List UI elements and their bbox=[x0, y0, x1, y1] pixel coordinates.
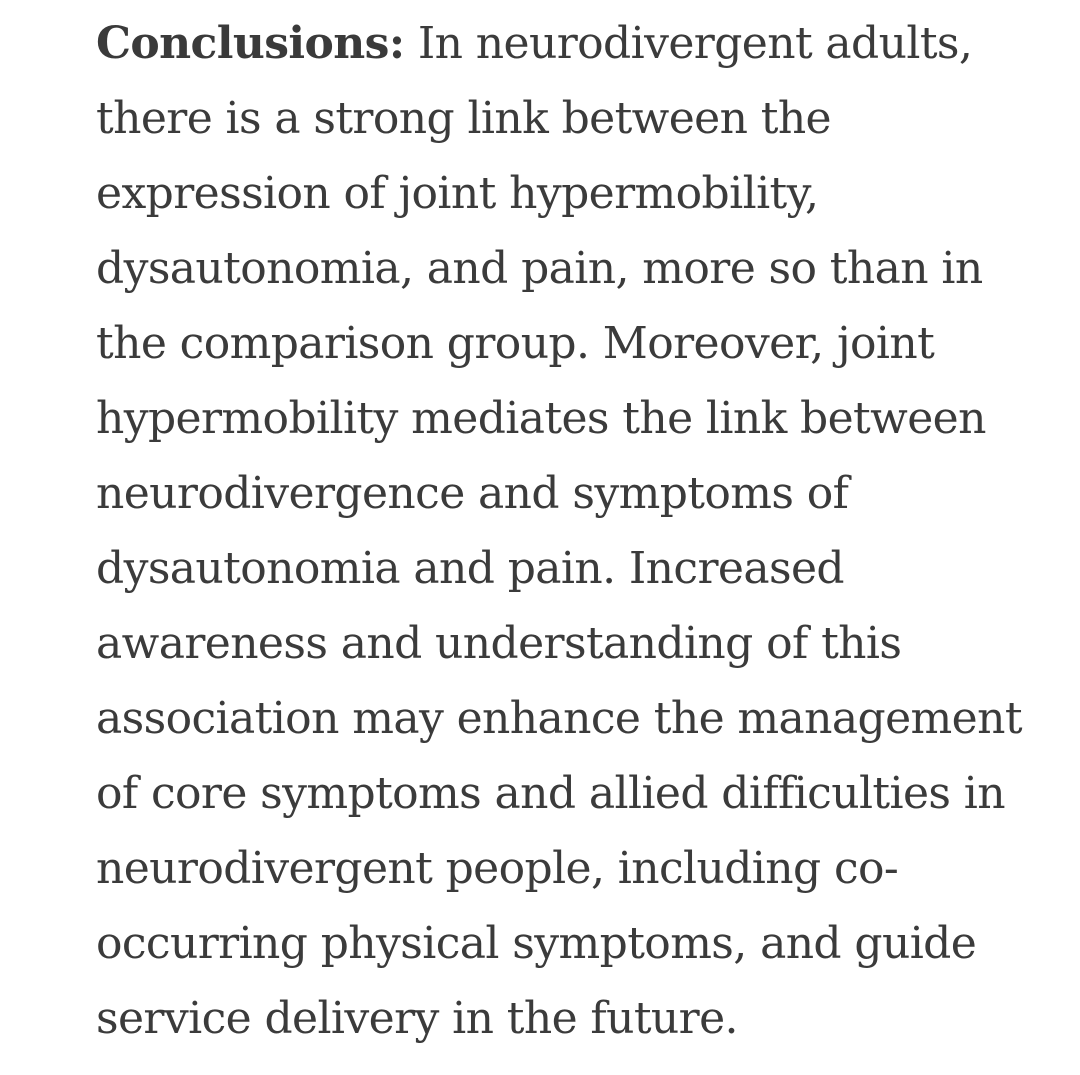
text-line-11: of core symptoms and allied difficulties in bbox=[96, 768, 1006, 819]
text-line-8: dysautonomia and pain. Increased bbox=[96, 543, 844, 594]
text-line-13: occurring physical symptoms, and guide bbox=[96, 918, 977, 969]
text-line-1 bbox=[96, 14, 972, 74]
text-line-3: expression of joint hypermobility, bbox=[96, 168, 819, 219]
text-line-2: there is a strong link between the bbox=[96, 93, 831, 144]
text-line-1-body: In neurodivergent adults, bbox=[404, 18, 973, 69]
text-line-14: service delivery in the future. bbox=[96, 993, 738, 1044]
text-line-6: hypermobility mediates the link between bbox=[96, 393, 986, 444]
text-line-12: neurodivergent people, including co- bbox=[96, 843, 899, 894]
text-line-7: neurodivergence and symptoms of bbox=[96, 468, 849, 519]
text-line-9: awareness and understanding of this bbox=[96, 618, 902, 669]
text-line-5: the comparison group. Moreover, joint bbox=[96, 318, 935, 369]
text-line-10: association may enhance the management bbox=[96, 693, 1022, 744]
conclusions-heading: Conclusions: bbox=[96, 18, 405, 69]
text-line-4: dysautonomia, and pain, more so than in bbox=[96, 243, 983, 294]
